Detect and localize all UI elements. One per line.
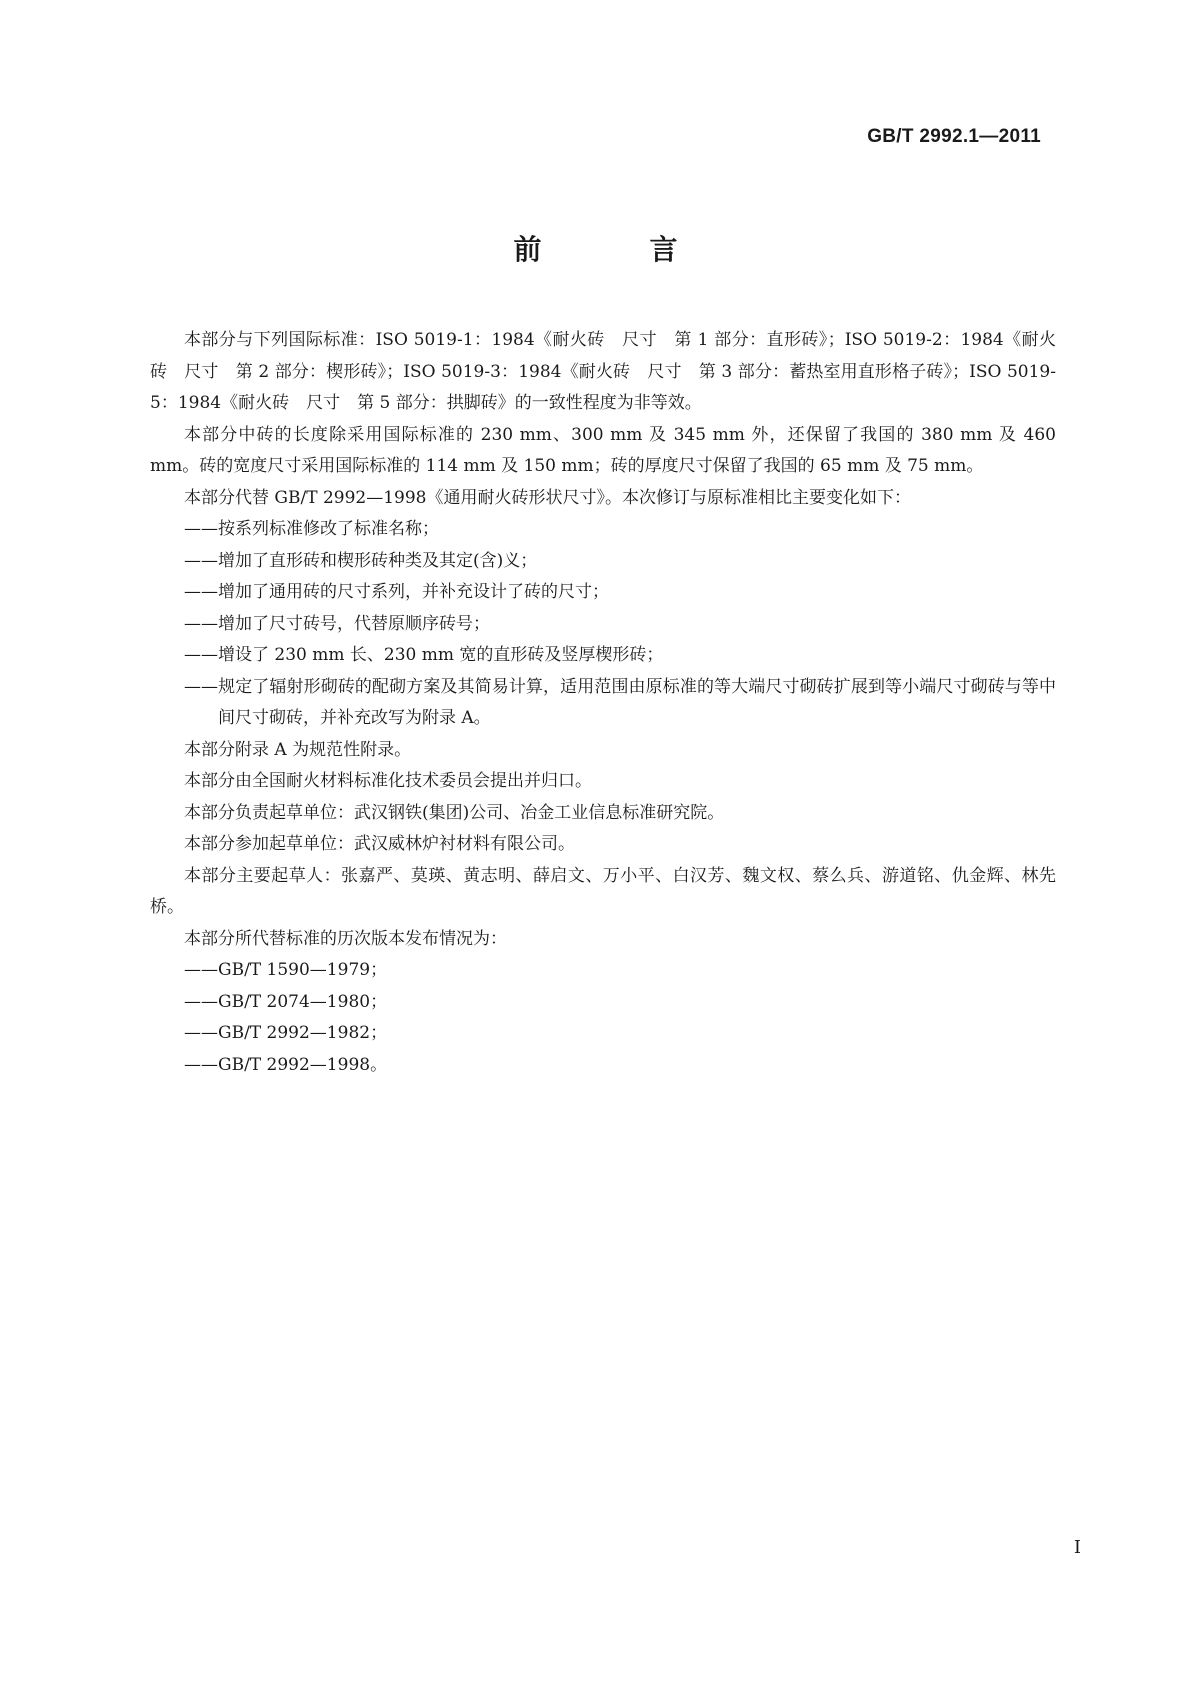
paragraph-annex: 本部分附录 A 为规范性附录。 — [184, 739, 412, 760]
paragraph-replacement: 本部分代替 GB/T 2992—1998《通用耐火砖形状尺寸》。本次修订与原标准相比主要变化如下： — [184, 487, 911, 508]
history-item: ——GB/T 2074—1980； — [184, 991, 388, 1012]
change-item: ——规定了辐射形砌砖的配砌方案及其简易计算，适用范围由原标准的等大端尺寸砌砖扩展到等小端尺寸砌砖与等中间尺寸砌砖，并补充改写为附录 A。 — [184, 676, 1056, 728]
paragraph-drafters: 本部分主要起草人：张嘉严、莫瑛、黄志明、薛启文、万小平、白汉芳、魏文权、蔡么兵、游道铭、仇金辉、林先桥。 — [150, 865, 1056, 917]
page-title: 前 言 — [513, 233, 718, 266]
paragraph-history-intro: 本部分所代替标准的历次版本发布情况为： — [184, 928, 507, 949]
paragraph-drafting-unit: 本部分负责起草单位：武汉钢铁(集团)公司、冶金工业信息标准研究院。 — [184, 802, 725, 823]
change-item: ——增设了 230 mm 长、230 mm 宽的直形砖及竖厚楔形砖； — [184, 645, 664, 665]
paragraph-equivalence: 本部分与下列国际标准：ISO 5019-1：1984《耐火砖 尺寸 第 1 部分：直形砖》；ISO 5019-2：1984《耐火砖 尺寸 第 2 部分：楔形砖》；ISO 5019-3：1984《耐火砖 尺寸 第 3 部分：蓄热室用直形格子砖》；ISO 5019-5：1984《耐火砖 尺寸 第 5 部分：拱脚砖》的一致性程度为非等效。 — [150, 330, 1056, 413]
page-number: Ⅰ — [1073, 1537, 1081, 1558]
change-item: ——增加了直形砖和楔形砖种类及其定(含)义； — [184, 550, 538, 571]
change-item: ——按系列标准修改了标准名称； — [184, 519, 439, 539]
paragraph-participating-unit: 本部分参加起草单位：武汉威林炉衬材料有限公司。 — [184, 834, 575, 854]
standard-number: GB/T 2992.1—2011 — [867, 126, 1041, 147]
paragraph-proposer: 本部分由全国耐火材料标准化技术委员会提出并归口。 — [184, 771, 592, 791]
change-item: ——增加了尺寸砖号，代替原顺序砖号； — [184, 613, 490, 634]
change-item: ——增加了通用砖的尺寸系列，并补充设计了砖的尺寸； — [184, 582, 609, 602]
history-item: ——GB/T 2992—1982； — [184, 1023, 388, 1043]
paragraph-dimensions: 本部分中砖的长度除采用国际标准的 230 mm、300 mm 及 345 mm 外，还保留了我国的 380 mm 及 460 mm。砖的宽度尺寸采用国际标准的 114 mm 及 150 mm；砖的厚度尺寸保留了我国的 65 mm 及 75 mm。 — [150, 424, 1056, 476]
history-item: ——GB/T 2992—1998。 — [184, 1054, 388, 1075]
foreword-body — [150, 325, 1056, 1081]
history-item: ——GB/T 1590—1979； — [184, 960, 388, 980]
